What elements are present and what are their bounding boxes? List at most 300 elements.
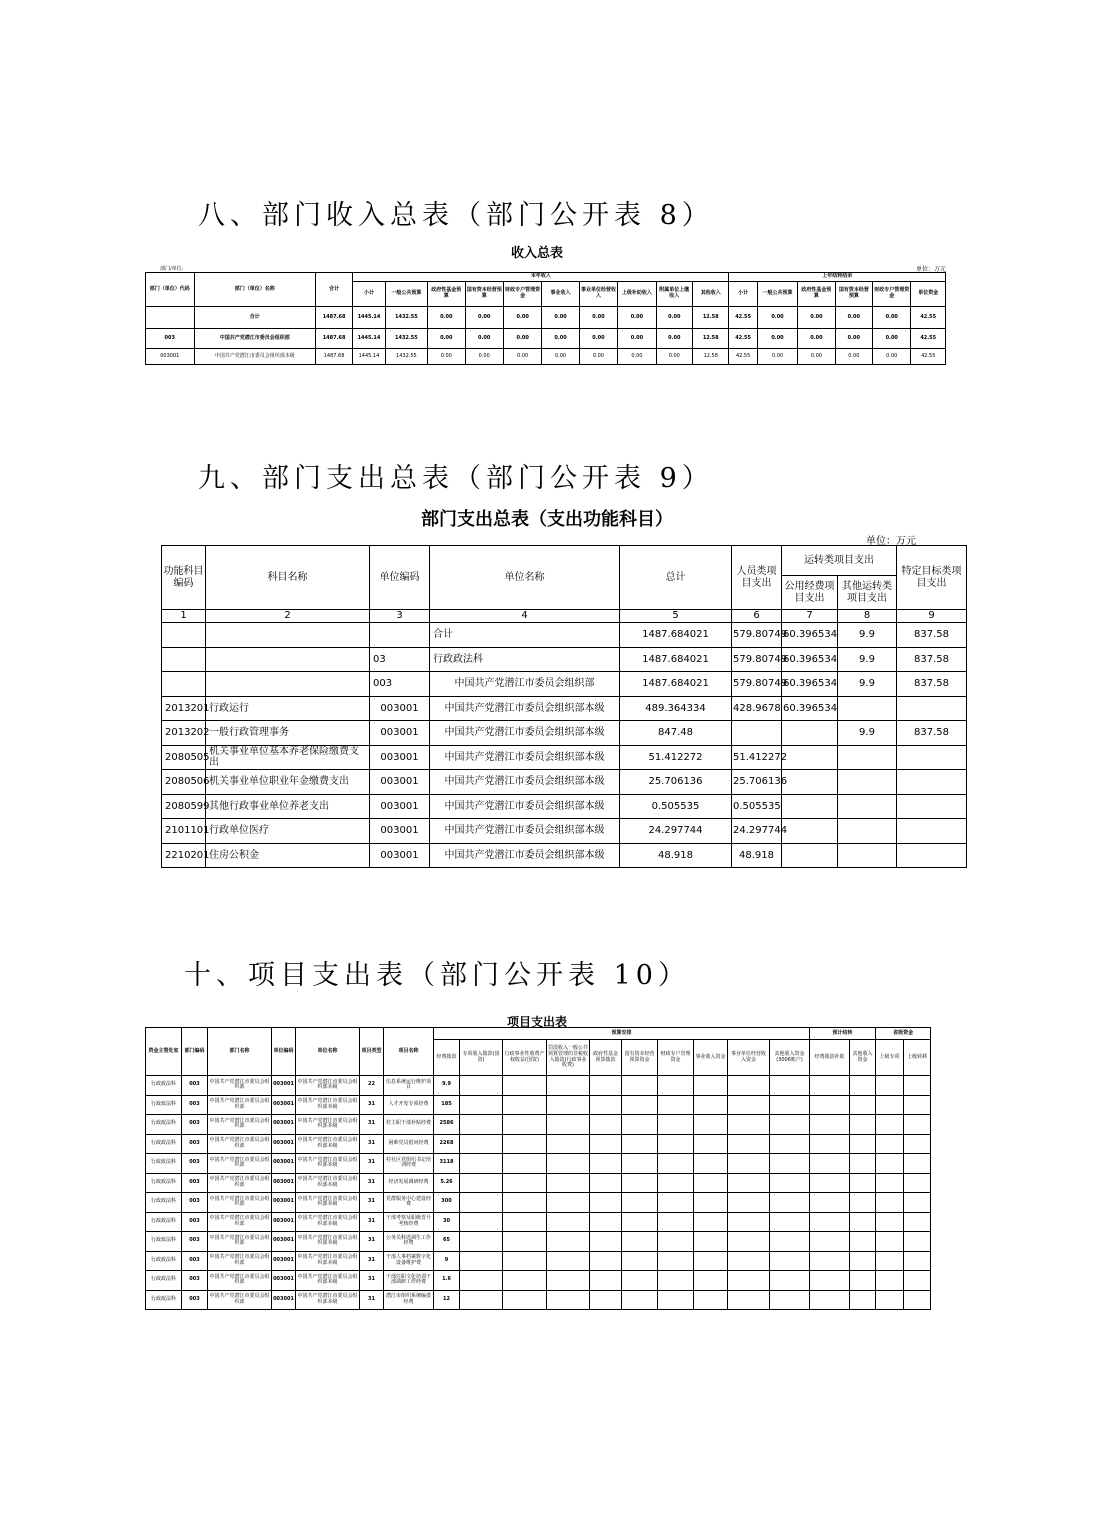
cell-empty	[728, 1251, 770, 1271]
cell-dept-name: 中国共产党潜江市委员会组织部	[208, 1251, 272, 1271]
cell-empty	[658, 1076, 694, 1096]
income-unit: 单位：万元	[916, 266, 947, 273]
col-header-personnel: 人员类项目支出	[732, 546, 782, 610]
table-row	[162, 745, 967, 770]
cell-empty	[904, 1232, 931, 1252]
cell-dept: 行政政法科	[146, 1076, 182, 1096]
cell-dept: 行政政法科	[146, 1134, 182, 1154]
cell-total: 1487.68	[315, 307, 352, 329]
cell-dept: 行政政法科	[146, 1271, 182, 1291]
cell-empty	[547, 1154, 590, 1174]
cell-proj-name: 公务员科选调生工作经费	[384, 1232, 434, 1252]
cell-unit-code: 003001	[370, 794, 430, 819]
cell-prev: 42.55	[729, 307, 757, 329]
cell-empty	[850, 1173, 876, 1193]
cell-prev: 0.00	[835, 329, 872, 349]
cell-empty	[658, 1115, 694, 1135]
cell-current: 0.00	[579, 349, 617, 365]
col-header-unit-name: 单位名称	[430, 546, 620, 610]
cell-dept: 行政政法科	[146, 1173, 182, 1193]
cell-empty	[547, 1251, 590, 1271]
table-row	[146, 1095, 931, 1115]
cell-unit-name: 中国共产党潜江市委员会组织部本级	[296, 1134, 360, 1154]
cell-empty	[810, 1154, 850, 1174]
cell-empty	[658, 1173, 694, 1193]
cell-amount: 300	[434, 1193, 460, 1213]
cell-empty	[622, 1251, 658, 1271]
col-header-prov: 省级资金	[876, 1028, 931, 1040]
cell-empty	[547, 1115, 590, 1135]
cell-current: 0.00	[542, 329, 579, 349]
income-table-body	[146, 273, 946, 365]
cell-current: 12.58	[693, 307, 729, 329]
cell-other-op	[838, 843, 897, 868]
col-header-prev-sub: 小计	[729, 282, 757, 307]
cell-dept-name: 中国共产党潜江市委员会组织部	[208, 1076, 272, 1096]
cell-public: 60.396534	[782, 647, 838, 672]
col-header-budget-sub: 事业单位经营收入资金	[728, 1040, 770, 1076]
cell-empty	[876, 1076, 904, 1096]
cell-subject: 机关事业单位基本养老保险缴费支出	[206, 745, 370, 770]
cell-empty	[694, 1271, 728, 1291]
col-number: 7	[782, 610, 838, 623]
cell-empty	[460, 1271, 503, 1291]
cell-empty	[622, 1212, 658, 1232]
cell-empty	[658, 1271, 694, 1291]
table-row	[162, 770, 967, 795]
cell-empty	[904, 1173, 931, 1193]
cell-empty	[770, 1173, 810, 1193]
cell-prev: 0.00	[873, 307, 911, 329]
project-table	[145, 1027, 931, 1310]
cell-proj-type: 31	[360, 1232, 384, 1252]
cell-empty	[810, 1271, 850, 1291]
table-row	[146, 1232, 931, 1252]
cell-empty	[810, 1251, 850, 1271]
cell-empty	[728, 1134, 770, 1154]
cell-dept-code: 003	[182, 1212, 208, 1232]
cell-empty	[590, 1095, 622, 1115]
cell-empty	[810, 1095, 850, 1115]
col-header-budget-sub: 罚没收入一般公共预算管理的非税收入拨款(行政事业收费)	[547, 1040, 590, 1076]
cell-dept: 行政政法科	[146, 1251, 182, 1271]
col-number: 6	[732, 610, 782, 623]
expense-table	[161, 545, 967, 868]
cell-other-op: 9.9	[838, 672, 897, 697]
cell-proj-name: 村社区党组织书记培训经费	[384, 1154, 434, 1174]
table-row	[146, 1173, 931, 1193]
cell-empty	[658, 1193, 694, 1213]
cell-empty	[590, 1193, 622, 1213]
col-header-proj-type: 项目类型	[360, 1028, 384, 1076]
col-number: 2	[206, 610, 370, 623]
table-row	[146, 1115, 931, 1135]
cell-empty	[770, 1193, 810, 1213]
cell-proj-type: 22	[360, 1076, 384, 1096]
cell-empty	[547, 1173, 590, 1193]
col-header-name: 部门（单位）名称	[194, 273, 315, 307]
cell-empty	[503, 1232, 547, 1252]
col-header-current-sub: 一般公共预算	[385, 282, 427, 307]
cell-empty	[770, 1154, 810, 1174]
col-header-dept-code: 部门编码	[182, 1028, 208, 1076]
cell-total: 51.412272	[620, 745, 732, 770]
cell-amount: 5.26	[434, 1173, 460, 1193]
cell-empty	[876, 1134, 904, 1154]
cell-proj-name: 困难党员慰问经费	[384, 1134, 434, 1154]
table-row	[162, 672, 967, 697]
cell-empty	[694, 1173, 728, 1193]
cell-proj-type: 31	[360, 1193, 384, 1213]
cell-personnel: 428.9678	[732, 696, 782, 721]
cell-current: 0.00	[656, 329, 692, 349]
cell-func-code: 2101101	[162, 819, 206, 844]
cell-empty	[728, 1193, 770, 1213]
cell-empty	[876, 1290, 904, 1310]
cell-empty	[658, 1251, 694, 1271]
cell-dept: 行政政法科	[146, 1154, 182, 1174]
cell-current: 0.00	[503, 329, 541, 349]
table-row	[146, 1193, 931, 1213]
table-row	[162, 819, 967, 844]
cell-proj-name: 干部考察及职级晋升考核经费	[384, 1212, 434, 1232]
col-header-code: 部门（单位）代码	[146, 273, 195, 307]
cell-current: 0.00	[542, 307, 579, 329]
cell-empty	[850, 1154, 876, 1174]
cell-prev: 0.00	[757, 307, 797, 329]
cell-empty	[503, 1115, 547, 1135]
cell-empty	[547, 1271, 590, 1291]
cell-empty	[728, 1173, 770, 1193]
col-header-budget-sub: 财政专户管理资金	[658, 1040, 694, 1076]
cell-func-code: 2080505	[162, 745, 206, 770]
cell-empty	[770, 1290, 810, 1310]
cell-code: 003	[146, 329, 195, 349]
cell-empty	[810, 1193, 850, 1213]
col-header-current: 本年收入	[353, 273, 729, 282]
cell-empty	[547, 1134, 590, 1154]
cell-empty	[460, 1115, 503, 1135]
cell-proj-name: 干部人事档案数字化设备维护费	[384, 1251, 434, 1271]
cell-empty	[460, 1193, 503, 1213]
cell-empty	[503, 1154, 547, 1174]
cell-empty	[728, 1154, 770, 1174]
cell-subject: 一般行政管理事务	[206, 721, 370, 746]
cell-func-code: 2080506	[162, 770, 206, 795]
cell-special: 837.58	[897, 623, 967, 648]
cell-proj-type: 31	[360, 1271, 384, 1291]
cell-total: 0.505535	[620, 794, 732, 819]
cell-current: 0.00	[656, 307, 692, 329]
col-header-dept-name: 部门名称	[208, 1028, 272, 1076]
cell-personnel	[732, 721, 782, 746]
cell-empty	[876, 1095, 904, 1115]
cell-special	[897, 745, 967, 770]
cell-empty	[622, 1076, 658, 1096]
cell-empty	[810, 1173, 850, 1193]
cell-empty	[850, 1095, 876, 1115]
cell-subject: 其他行政事业单位养老支出	[206, 794, 370, 819]
cell-empty	[658, 1232, 694, 1252]
cell-public: 60.396534	[782, 623, 838, 648]
cell-proj-type: 31	[360, 1095, 384, 1115]
col-header-budget-sub: 事业收入资金	[694, 1040, 728, 1076]
cell-subject: 行政运行	[206, 696, 370, 721]
cell-prev: 0.00	[798, 307, 835, 329]
cell-dept-code: 003	[182, 1290, 208, 1310]
dept-label: 部门/单位:	[160, 266, 184, 272]
cell-func-code: 2080599	[162, 794, 206, 819]
cell-prev: 0.00	[835, 307, 872, 329]
cell-prev: 0.00	[873, 329, 911, 349]
cell-empty	[590, 1290, 622, 1310]
cell-dept: 行政政法科	[146, 1212, 182, 1232]
col-header-budget-sub: 经费拨款	[434, 1040, 460, 1076]
cell-amount: 3118	[434, 1154, 460, 1174]
cell-code	[146, 307, 195, 329]
cell-func-code	[162, 672, 206, 697]
cell-dept-name: 中国共产党潜江市委员会组织部	[208, 1290, 272, 1310]
cell-empty	[810, 1232, 850, 1252]
cell-unit-code: 003001	[272, 1271, 296, 1291]
cell-empty	[460, 1154, 503, 1174]
table-row	[146, 1212, 931, 1232]
cell-unit-code: 003001	[272, 1173, 296, 1193]
table-row	[146, 1134, 931, 1154]
cell-empty	[876, 1271, 904, 1291]
cell-empty	[770, 1251, 810, 1271]
cell-unit-name: 中国共产党潜江市委员会组织部本级	[430, 696, 620, 721]
cell-empty	[622, 1173, 658, 1193]
cell-unit-code: 003001	[370, 843, 430, 868]
col-header-subject: 科目名称	[206, 546, 370, 610]
cell-unit-name: 中国共产党潜江市委员会组织部本级	[296, 1173, 360, 1193]
cell-dept-name: 中国共产党潜江市委员会组织部	[208, 1232, 272, 1252]
cell-empty	[728, 1115, 770, 1135]
cell-amount: 2586	[434, 1115, 460, 1135]
cell-empty	[503, 1271, 547, 1291]
cell-dept-code: 003	[182, 1251, 208, 1271]
col-header-prev-sub: 国有资本经营预算	[835, 282, 872, 307]
cell-amount: 9	[434, 1251, 460, 1271]
expense-unit: 单位：万元	[866, 536, 916, 547]
cell-empty	[728, 1212, 770, 1232]
col-header-current-sub: 国有资本经营预算	[465, 282, 503, 307]
cell-current: 1432.55	[385, 307, 427, 329]
cell-special	[897, 794, 967, 819]
cell-empty	[460, 1076, 503, 1096]
cell-current: 0.00	[465, 329, 503, 349]
section8-heading: 八、部门收入总表（部门公开表 8）	[198, 200, 714, 231]
cell-unit-code: 003001	[272, 1115, 296, 1135]
cell-proj-name: 经济发展调研经费	[384, 1173, 434, 1193]
cell-current: 1445.14	[353, 329, 385, 349]
cell-prev: 0.00	[873, 349, 911, 365]
table-row	[146, 1251, 931, 1271]
cell-other-op	[838, 794, 897, 819]
cell-dept: 行政政法科	[146, 1095, 182, 1115]
cell-empty	[904, 1076, 931, 1096]
cell-empty	[503, 1134, 547, 1154]
cell-empty	[622, 1095, 658, 1115]
cell-empty	[876, 1173, 904, 1193]
cell-unit-name: 中国共产党潜江市委员会组织部本级	[296, 1290, 360, 1310]
cell-empty	[694, 1290, 728, 1310]
cell-empty	[850, 1193, 876, 1213]
cell-special	[897, 770, 967, 795]
section10-heading: 十、项目支出表（部门公开表 10）	[184, 960, 690, 991]
cell-empty	[876, 1251, 904, 1271]
cell-func-code	[162, 623, 206, 648]
cell-empty	[694, 1193, 728, 1213]
cell-empty	[810, 1076, 850, 1096]
cell-unit-name: 中国共产党潜江市委员会组织部本级	[296, 1076, 360, 1096]
cell-empty	[904, 1095, 931, 1115]
cell-empty	[590, 1115, 622, 1135]
cell-current: 0.00	[465, 349, 503, 365]
cell-name: 中国共产党潜江市委员会组织部本级	[194, 349, 315, 365]
cell-unit-code: 003001	[272, 1251, 296, 1271]
cell-proj-type: 31	[360, 1115, 384, 1135]
cell-empty	[547, 1212, 590, 1232]
cell-dept-code: 003	[182, 1154, 208, 1174]
cell-unit-name: 中国共产党潜江市委员会组织部	[430, 672, 620, 697]
col-header-current-sub: 上级补助收入	[618, 282, 656, 307]
cell-proj-type: 31	[360, 1290, 384, 1310]
col-header-budget-sub: 政府性基金预算拨款	[590, 1040, 622, 1076]
cell-total: 25.706136	[620, 770, 732, 795]
cell-total: 489.364334	[620, 696, 732, 721]
cell-empty	[590, 1232, 622, 1252]
cell-unit-code: 003001	[272, 1290, 296, 1310]
cell-empty	[547, 1290, 590, 1310]
cell-amount: 1.6	[434, 1271, 460, 1291]
col-number: 3	[370, 610, 430, 623]
project-table-title: 项目支出表	[506, 1015, 567, 1029]
cell-unit-name: 中国共产党潜江市委员会组织部本级	[430, 770, 620, 795]
cell-unit-name: 中国共产党潜江市委员会组织部本级	[296, 1251, 360, 1271]
cell-empty	[547, 1193, 590, 1213]
cell-unit-name: 中国共产党潜江市委员会组织部本级	[430, 794, 620, 819]
cell-current: 0.00	[656, 349, 692, 365]
cell-other-op: 9.9	[838, 623, 897, 648]
cell-current: 0.00	[618, 329, 656, 349]
cell-current: 1445.14	[353, 349, 385, 365]
col-number-row	[162, 610, 967, 623]
cell-func-code: 2013202	[162, 721, 206, 746]
cell-name: 合计	[194, 307, 315, 329]
col-header-budget-sub: 行政事业性收费产权收益(国资)	[503, 1040, 547, 1076]
cell-empty	[503, 1290, 547, 1310]
cell-dept-code: 003	[182, 1095, 208, 1115]
col-number: 8	[838, 610, 897, 623]
cell-empty	[876, 1232, 904, 1252]
cell-public	[782, 819, 838, 844]
cell-public: 60.396534	[782, 672, 838, 697]
cell-empty	[694, 1212, 728, 1232]
col-number: 9	[897, 610, 967, 623]
cell-empty	[904, 1115, 931, 1135]
cell-subject	[206, 647, 370, 672]
cell-empty	[694, 1232, 728, 1252]
cell-personnel: 51.412272	[732, 745, 782, 770]
cell-dept-name: 中国共产党潜江市委员会组织部	[208, 1095, 272, 1115]
cell-empty	[876, 1154, 904, 1174]
cell-other-op: 9.9	[838, 647, 897, 672]
cell-empty	[876, 1212, 904, 1232]
cell-unit-code: 003001	[370, 745, 430, 770]
cell-prev: 0.00	[798, 349, 835, 365]
cell-current: 1432.55	[385, 349, 427, 365]
cell-empty	[694, 1134, 728, 1154]
cell-empty	[850, 1251, 876, 1271]
cell-dept-code: 003	[182, 1076, 208, 1096]
cell-current: 1432.55	[385, 329, 427, 349]
cell-current: 0.00	[428, 329, 465, 349]
cell-code: 003001	[146, 349, 195, 365]
col-number: 1	[162, 610, 206, 623]
table-row	[162, 623, 967, 648]
cell-empty	[850, 1290, 876, 1310]
cell-amount: 2268	[434, 1134, 460, 1154]
cell-unit-code: 003001	[272, 1095, 296, 1115]
cell-empty	[547, 1076, 590, 1096]
cell-amount: 65	[434, 1232, 460, 1252]
cell-empty	[460, 1290, 503, 1310]
col-header-proj-name: 项目名称	[384, 1028, 434, 1076]
col-header-other-op: 其他运转类项目支出	[838, 576, 897, 610]
col-header-prev-sub: 单位资金	[911, 282, 946, 307]
cell-empty	[503, 1076, 547, 1096]
col-header-budget: 预算安排	[434, 1028, 810, 1040]
cell-empty	[850, 1076, 876, 1096]
cell-current: 1445.14	[353, 307, 385, 329]
cell-empty	[694, 1154, 728, 1174]
table-row	[146, 329, 946, 349]
cell-unit-name: 中国共产党潜江市委员会组织部本级	[296, 1212, 360, 1232]
cell-unit-name: 中国共产党潜江市委员会组织部本级	[296, 1232, 360, 1252]
cell-proj-type: 31	[360, 1154, 384, 1174]
cell-empty	[810, 1134, 850, 1154]
cell-empty	[503, 1173, 547, 1193]
cell-empty	[460, 1173, 503, 1193]
cell-empty	[622, 1154, 658, 1174]
col-header-prov-sub: 上级转移	[904, 1040, 931, 1076]
cell-empty	[694, 1076, 728, 1096]
cell-current: 12.58	[693, 349, 729, 365]
expense-table-title: 部门支出总表（支出功能科目）	[421, 509, 673, 530]
cell-dept: 行政政法科	[146, 1290, 182, 1310]
cell-dept-code: 003	[182, 1271, 208, 1291]
cell-subject: 住房公积金	[206, 843, 370, 868]
cell-special: 837.58	[897, 721, 967, 746]
cell-proj-name: 干部任职文化培训干部调研工作经费	[384, 1271, 434, 1291]
cell-dept-name: 中国共产党潜江市委员会组织部	[208, 1271, 272, 1291]
col-header-prov-sub: 上级专项	[876, 1040, 904, 1076]
cell-dept: 行政政法科	[146, 1193, 182, 1213]
col-header-total: 合计	[315, 273, 352, 307]
cell-func-code: 2013201	[162, 696, 206, 721]
cell-empty	[547, 1232, 590, 1252]
col-header-current-sub: 财政专户管理资金	[503, 282, 541, 307]
cell-total: 1487.684021	[620, 647, 732, 672]
cell-unit-name: 行政政法科	[430, 647, 620, 672]
cell-unit-name: 中国共产党潜江市委员会组织部本级	[430, 819, 620, 844]
cell-unit-name: 中国共产党潜江市委员会组织部本级	[430, 721, 620, 746]
cell-special	[897, 819, 967, 844]
cell-unit-name: 中国共产党潜江市委员会组织部本级	[296, 1154, 360, 1174]
col-header-current-sub: 事业收入	[542, 282, 579, 307]
